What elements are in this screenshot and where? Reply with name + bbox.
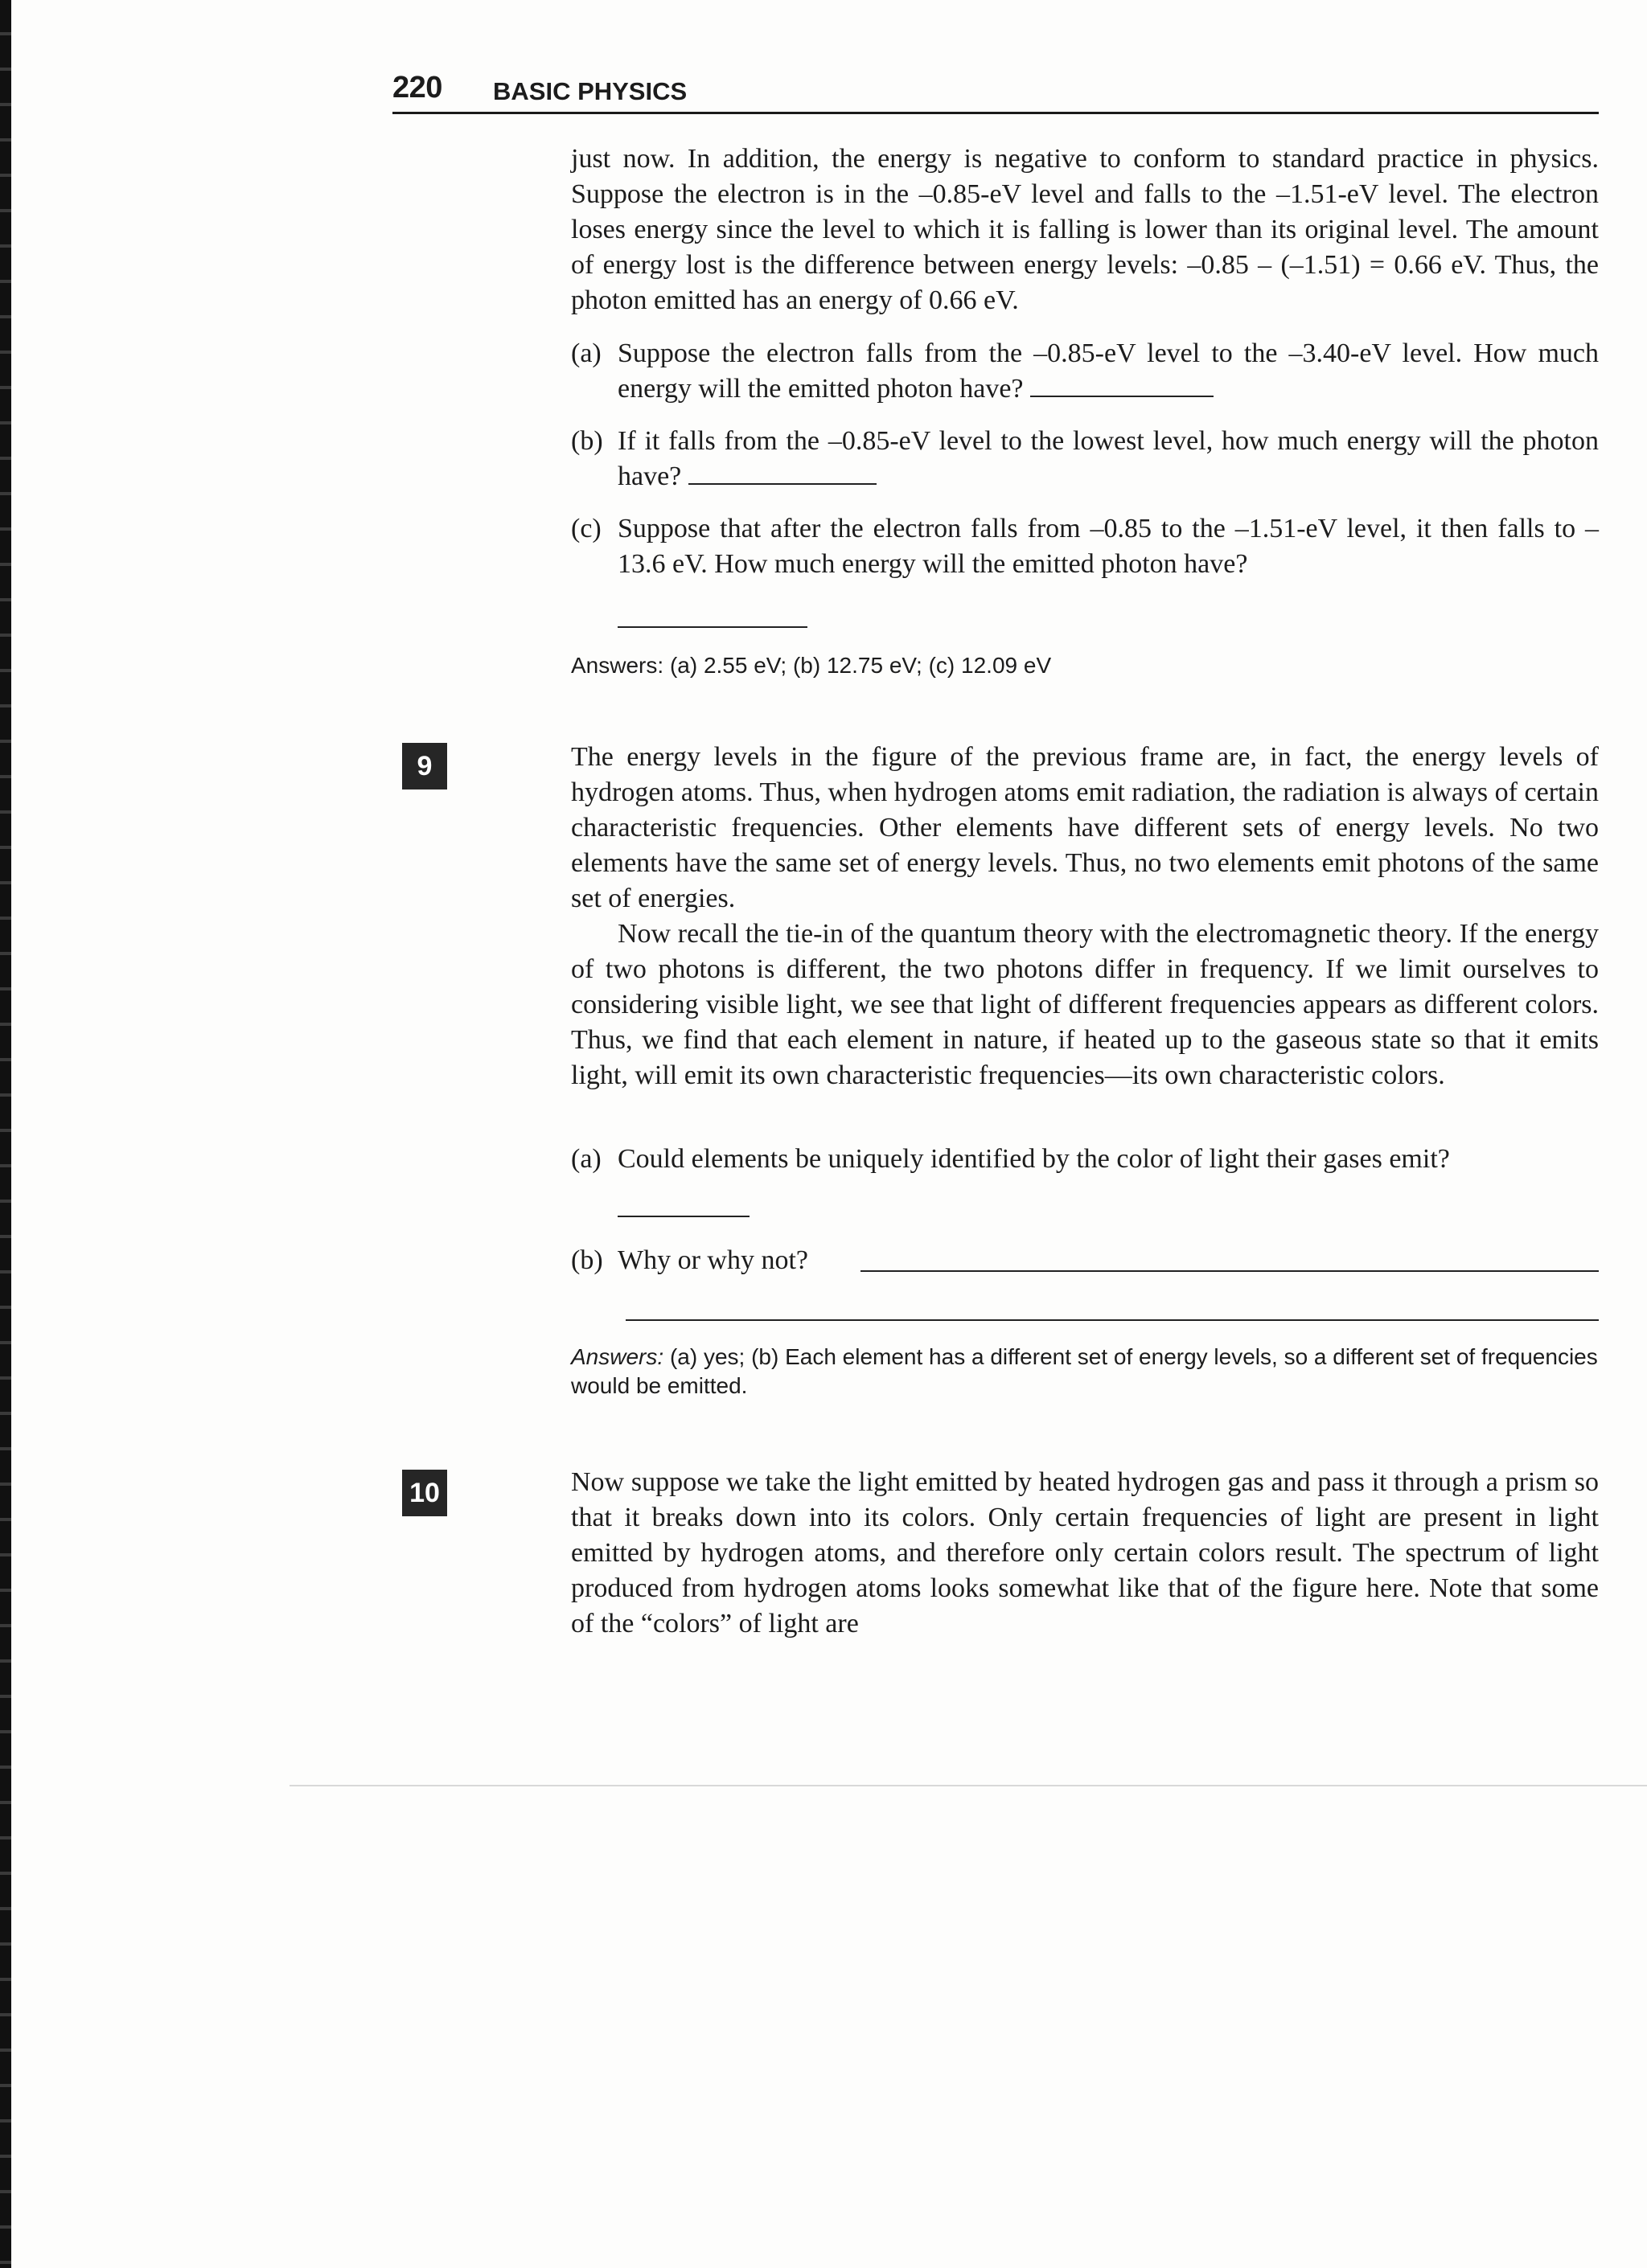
answer-blank[interactable] bbox=[1030, 371, 1214, 397]
frame8-question-a bbox=[571, 336, 1599, 407]
question-text: Suppose that after the electron falls from –0.85 to the –1.51-eV level, it then falls to –13.6 eV. How much energy will the emitted photon have? bbox=[618, 514, 1599, 579]
page-number: 220 bbox=[392, 71, 442, 105]
frame9-question-a bbox=[571, 1142, 1599, 1177]
frame9-question-b bbox=[571, 1243, 1599, 1278]
frame9-paragraph-2: Now recall the tie-in of the quantum theory with the electromagnetic theory. If the energy of two photons is different, the two photons differ in frequency. If we limit ourselves to considering visible light, we see that light of different frequencies appears as different colors. Thus, we find that each element in nature, if heated up to the gaseous state so that it emits light, will emit its own characteristic frequencies—its own characteristic colors. bbox=[571, 919, 1599, 1090]
question-label: (c) bbox=[571, 514, 602, 543]
question-label: (a) bbox=[571, 338, 602, 368]
question-text: Why or why not? bbox=[618, 1245, 809, 1275]
frame9-paragraph-1: The energy levels in the figure of the previous frame are, in fact, the energy levels of hydrogen atoms. Thus, when hydrogen atoms emit radiation, the radiation is always of certain characteristic frequencies. Other elements have different sets of energy levels. No two elements have the same set of energy levels. Thus, no two elements emit photons of the same set of energies. bbox=[571, 742, 1599, 913]
frame-number-9: 9 bbox=[402, 743, 447, 789]
scan-edge-line bbox=[290, 1785, 1647, 1786]
answers-label: Answers: bbox=[571, 1344, 664, 1369]
frame8-question-b bbox=[571, 424, 1599, 494]
question-label: (a) bbox=[571, 1144, 602, 1174]
scan-binding-edge bbox=[0, 0, 11, 2268]
frame8-question-c bbox=[571, 511, 1599, 582]
answer-blank[interactable] bbox=[688, 459, 877, 485]
frame8-continuation bbox=[571, 141, 1599, 318]
frame10-body bbox=[571, 1465, 1599, 1642]
question-text: If it falls from the –0.85-eV level to the lowest level, how much energy will the photon have? bbox=[618, 426, 1599, 491]
answer-blank[interactable] bbox=[618, 1216, 750, 1217]
frame-number-10: 10 bbox=[402, 1470, 447, 1516]
answers-text: (a) yes; (b) Each element has a different set of energy levels, so a different set of frequencies would be emitted. bbox=[571, 1344, 1598, 1398]
frame10-paragraph: Now suppose we take the light emitted by heated hydrogen gas and pass it through a prism so that it breaks down into its colors. Only certain frequencies of light are present in light emitted by hydrogen atoms, and therefore only certain colors result. The spectrum of light produced from hydrogen atoms looks somewhat like that of the figure here. Note that some of the “colors” of light are bbox=[571, 1467, 1599, 1638]
page-header bbox=[392, 71, 1599, 116]
answers-text: (a) 2.55 eV; (b) 12.75 eV; (c) 12.09 eV bbox=[669, 653, 1052, 678]
answer-blank[interactable] bbox=[618, 626, 807, 628]
frame8-text: just now. In addition, the energy is negative to conform to standard practice in physics. Suppose the electron is in the –0.85-eV level and falls to the –1.51-eV level. The electron loses energy since the level to which it is falling is lower than its original level. The amount of energy lost is the difference between energy levels: –0.85 – (–1.51) = 0.66 eV. Thus, the photon emitted has an energy of 0.66 eV. bbox=[571, 144, 1599, 315]
question-label: (b) bbox=[571, 426, 603, 456]
question-label: (b) bbox=[571, 1245, 603, 1275]
frame8-answers bbox=[571, 651, 1599, 680]
running-head: BASIC PHYSICS bbox=[493, 77, 688, 105]
frame9-answers bbox=[571, 1343, 1599, 1401]
frame9-body bbox=[571, 740, 1599, 1093]
answer-blank[interactable] bbox=[626, 1319, 1599, 1321]
question-text: Suppose the electron falls from the –0.85-eV level to the –3.40-eV level. How much energy will the emitted photon have? bbox=[618, 338, 1599, 404]
header-rule bbox=[392, 112, 1599, 114]
answers-label: Answers: bbox=[571, 653, 664, 678]
question-text: Could elements be uniquely identified by the color of light their gases emit? bbox=[618, 1144, 1450, 1174]
answer-blank[interactable] bbox=[860, 1270, 1599, 1272]
